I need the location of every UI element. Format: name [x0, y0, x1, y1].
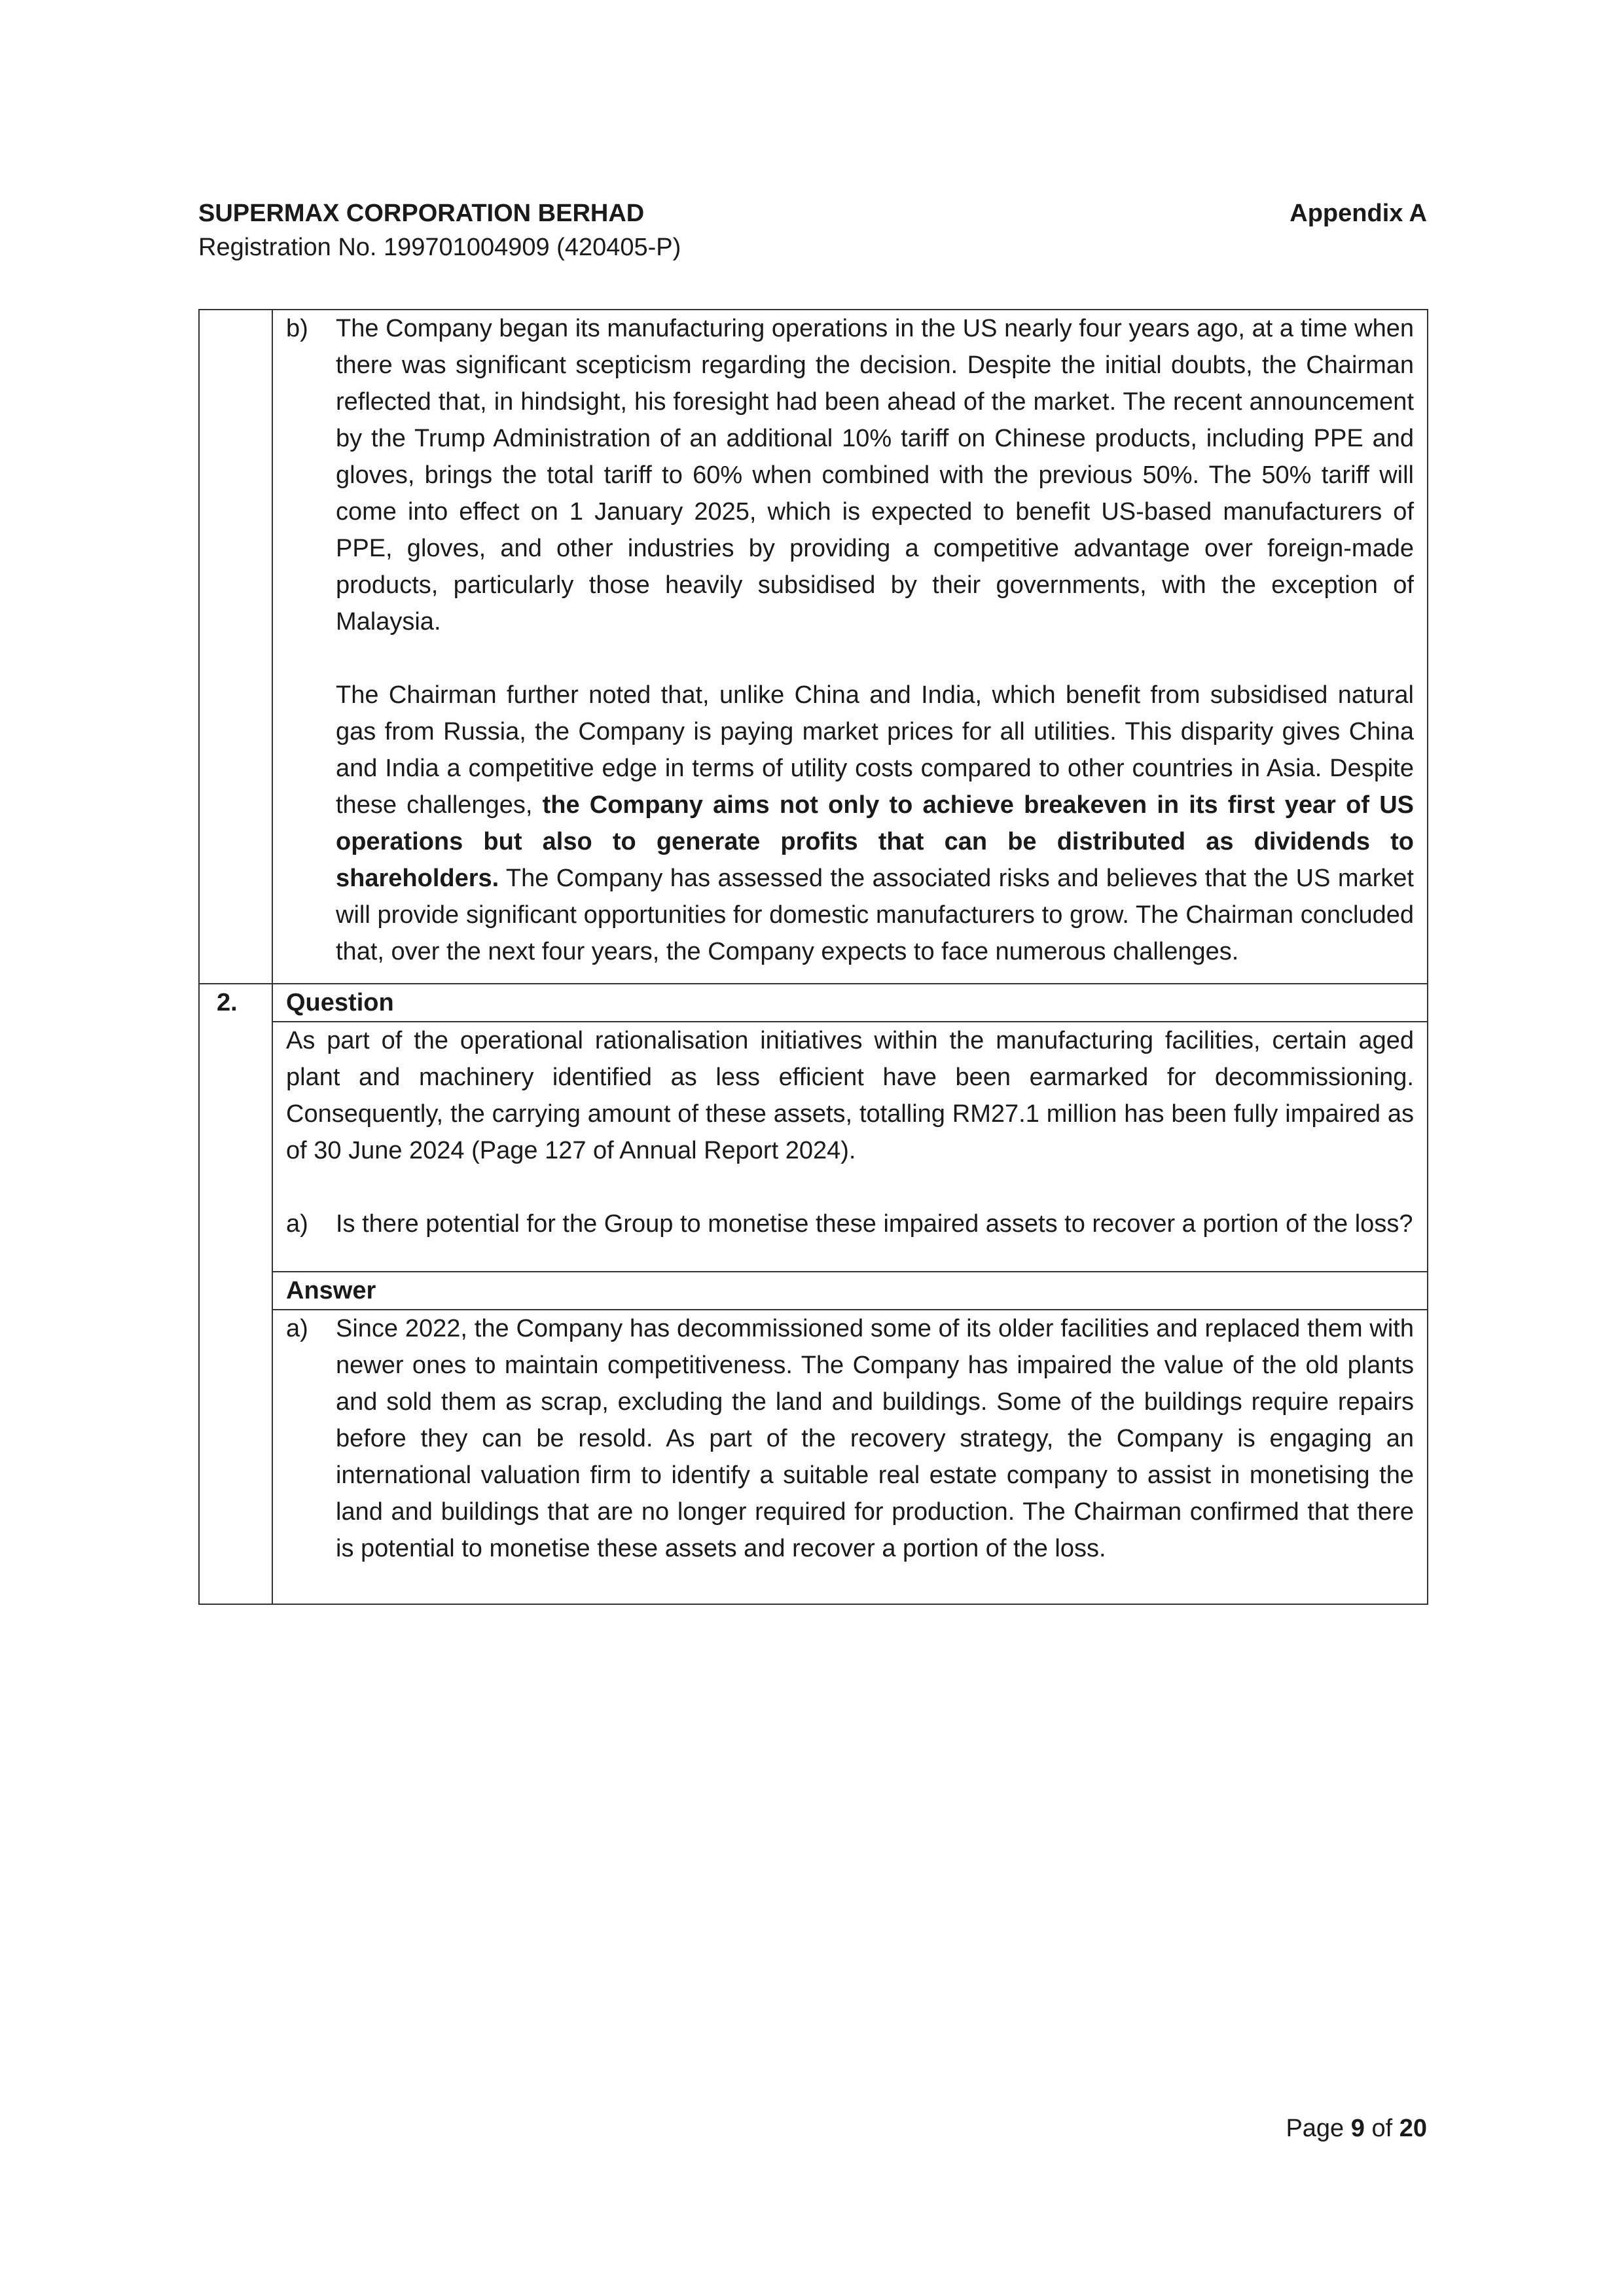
- table-row-question-label: [199, 984, 1428, 1022]
- item-marker: a): [286, 1210, 308, 1238]
- question-label-cell: [272, 984, 1428, 1022]
- page-number: Page 9 of 20: [1286, 2115, 1427, 2142]
- continued-answer-cell: [272, 310, 1428, 984]
- table-row-answer-body: [199, 1310, 1428, 1604]
- company-name: SUPERMAX CORPORATION BERHAD: [198, 200, 645, 227]
- answer-paragraph: The Chairman further noted that, unlike China and India, which benefit from subsidised natural gas from Russia, the Company is paying market prices for all utilities. This disparity gives China and India a competitive edge in terms of utility costs compared to other countries in Asia. Despite these challenges, the Company aims not only to achieve breakeven in its first year of US operations but also to generate profits that can be distributed as dividends to shareholders. The Company has assessed the associated risks and believes that the US market will provide significant opportunities for domestic manufacturers to grow. The Chairman concluded that, over the next four years, the Company expects to face numerous challenges.: [336, 681, 1414, 965]
- item-marker: b): [286, 315, 308, 342]
- table-row-continued: [199, 310, 1428, 984]
- question-intro: As part of the operational rationalisation initiatives within the manufacturing facilities, certain aged plant and machinery identified as less efficient have been earmarked for decommissioning. Consequently, the carrying amount of these assets, totalling RM27.1 million has been fully impaired as of 30 June 2024 (Page 127 of Annual Report 2024).: [286, 1027, 1414, 1164]
- answer-body-cell: [272, 1310, 1428, 1604]
- answer-text: Since 2022, the Company has decommissioned some of its older facilities and replaced them with newer ones to maintain competitiveness. The Company has impaired the value of the old plants and sold them as scrap, excluding the land and buildings. Some of the buildings require repairs before they can be resold. As part of the recovery strategy, the Company is engaging an international valuation firm to identify a suitable real estate company to assist in monetising the land and buildings that are no longer required for production. The Chairman confirmed that there is potential to monetise these assets and recover a portion of the loss.: [336, 1315, 1414, 1562]
- answer-label-cell: [272, 1272, 1428, 1310]
- answer-paragraph: The Company began its manufacturing operations in the US nearly four years ago, at a time when there was significant scepticism regarding the decision. Despite the initial doubts, the Chairman reflected that, in hindsight, his foresight had been ahead of the market. The recent announcement by the Trump Administration of an additional 10% tariff on Chinese products, including PPE and gloves, brings the total tariff to 60% when combined with the previous 50%. The 50% tariff will come into effect on 1 January 2025, which is expected to benefit US-based manufacturers of PPE, gloves, and other industries by providing a competitive advantage over foreign-made products, particularly those heavily subsidised by their governments, with the exception of Malaysia.: [336, 315, 1414, 636]
- qa-table: [198, 309, 1428, 1605]
- row-number-empty: [199, 310, 272, 984]
- registration-number: Registration No. 199701004909 (420405-P): [198, 234, 681, 261]
- answer-item-b: [286, 310, 1414, 970]
- question-label: Question: [286, 989, 394, 1016]
- table-row-answer-label: [199, 1272, 1428, 1310]
- row-number: 2.: [199, 984, 272, 1604]
- table-row-question-body: [199, 1022, 1428, 1272]
- emphasis-text: the Company aims not only to achieve breakeven in its first year of US operations but also to generate profits that can be distributed as dividends to shareholders.: [336, 791, 1414, 892]
- question-text: Is there potential for the Group to monetise these impaired assets to recover a portion of the loss?: [336, 1210, 1413, 1238]
- answer-item-a: [286, 1310, 1414, 1567]
- question-body-cell: [272, 1022, 1428, 1272]
- item-marker: a): [286, 1315, 308, 1342]
- appendix-label: Appendix A: [1290, 200, 1427, 227]
- page-header: [198, 196, 1427, 264]
- answer-label: Answer: [286, 1277, 376, 1304]
- question-item-a: [286, 1206, 1414, 1242]
